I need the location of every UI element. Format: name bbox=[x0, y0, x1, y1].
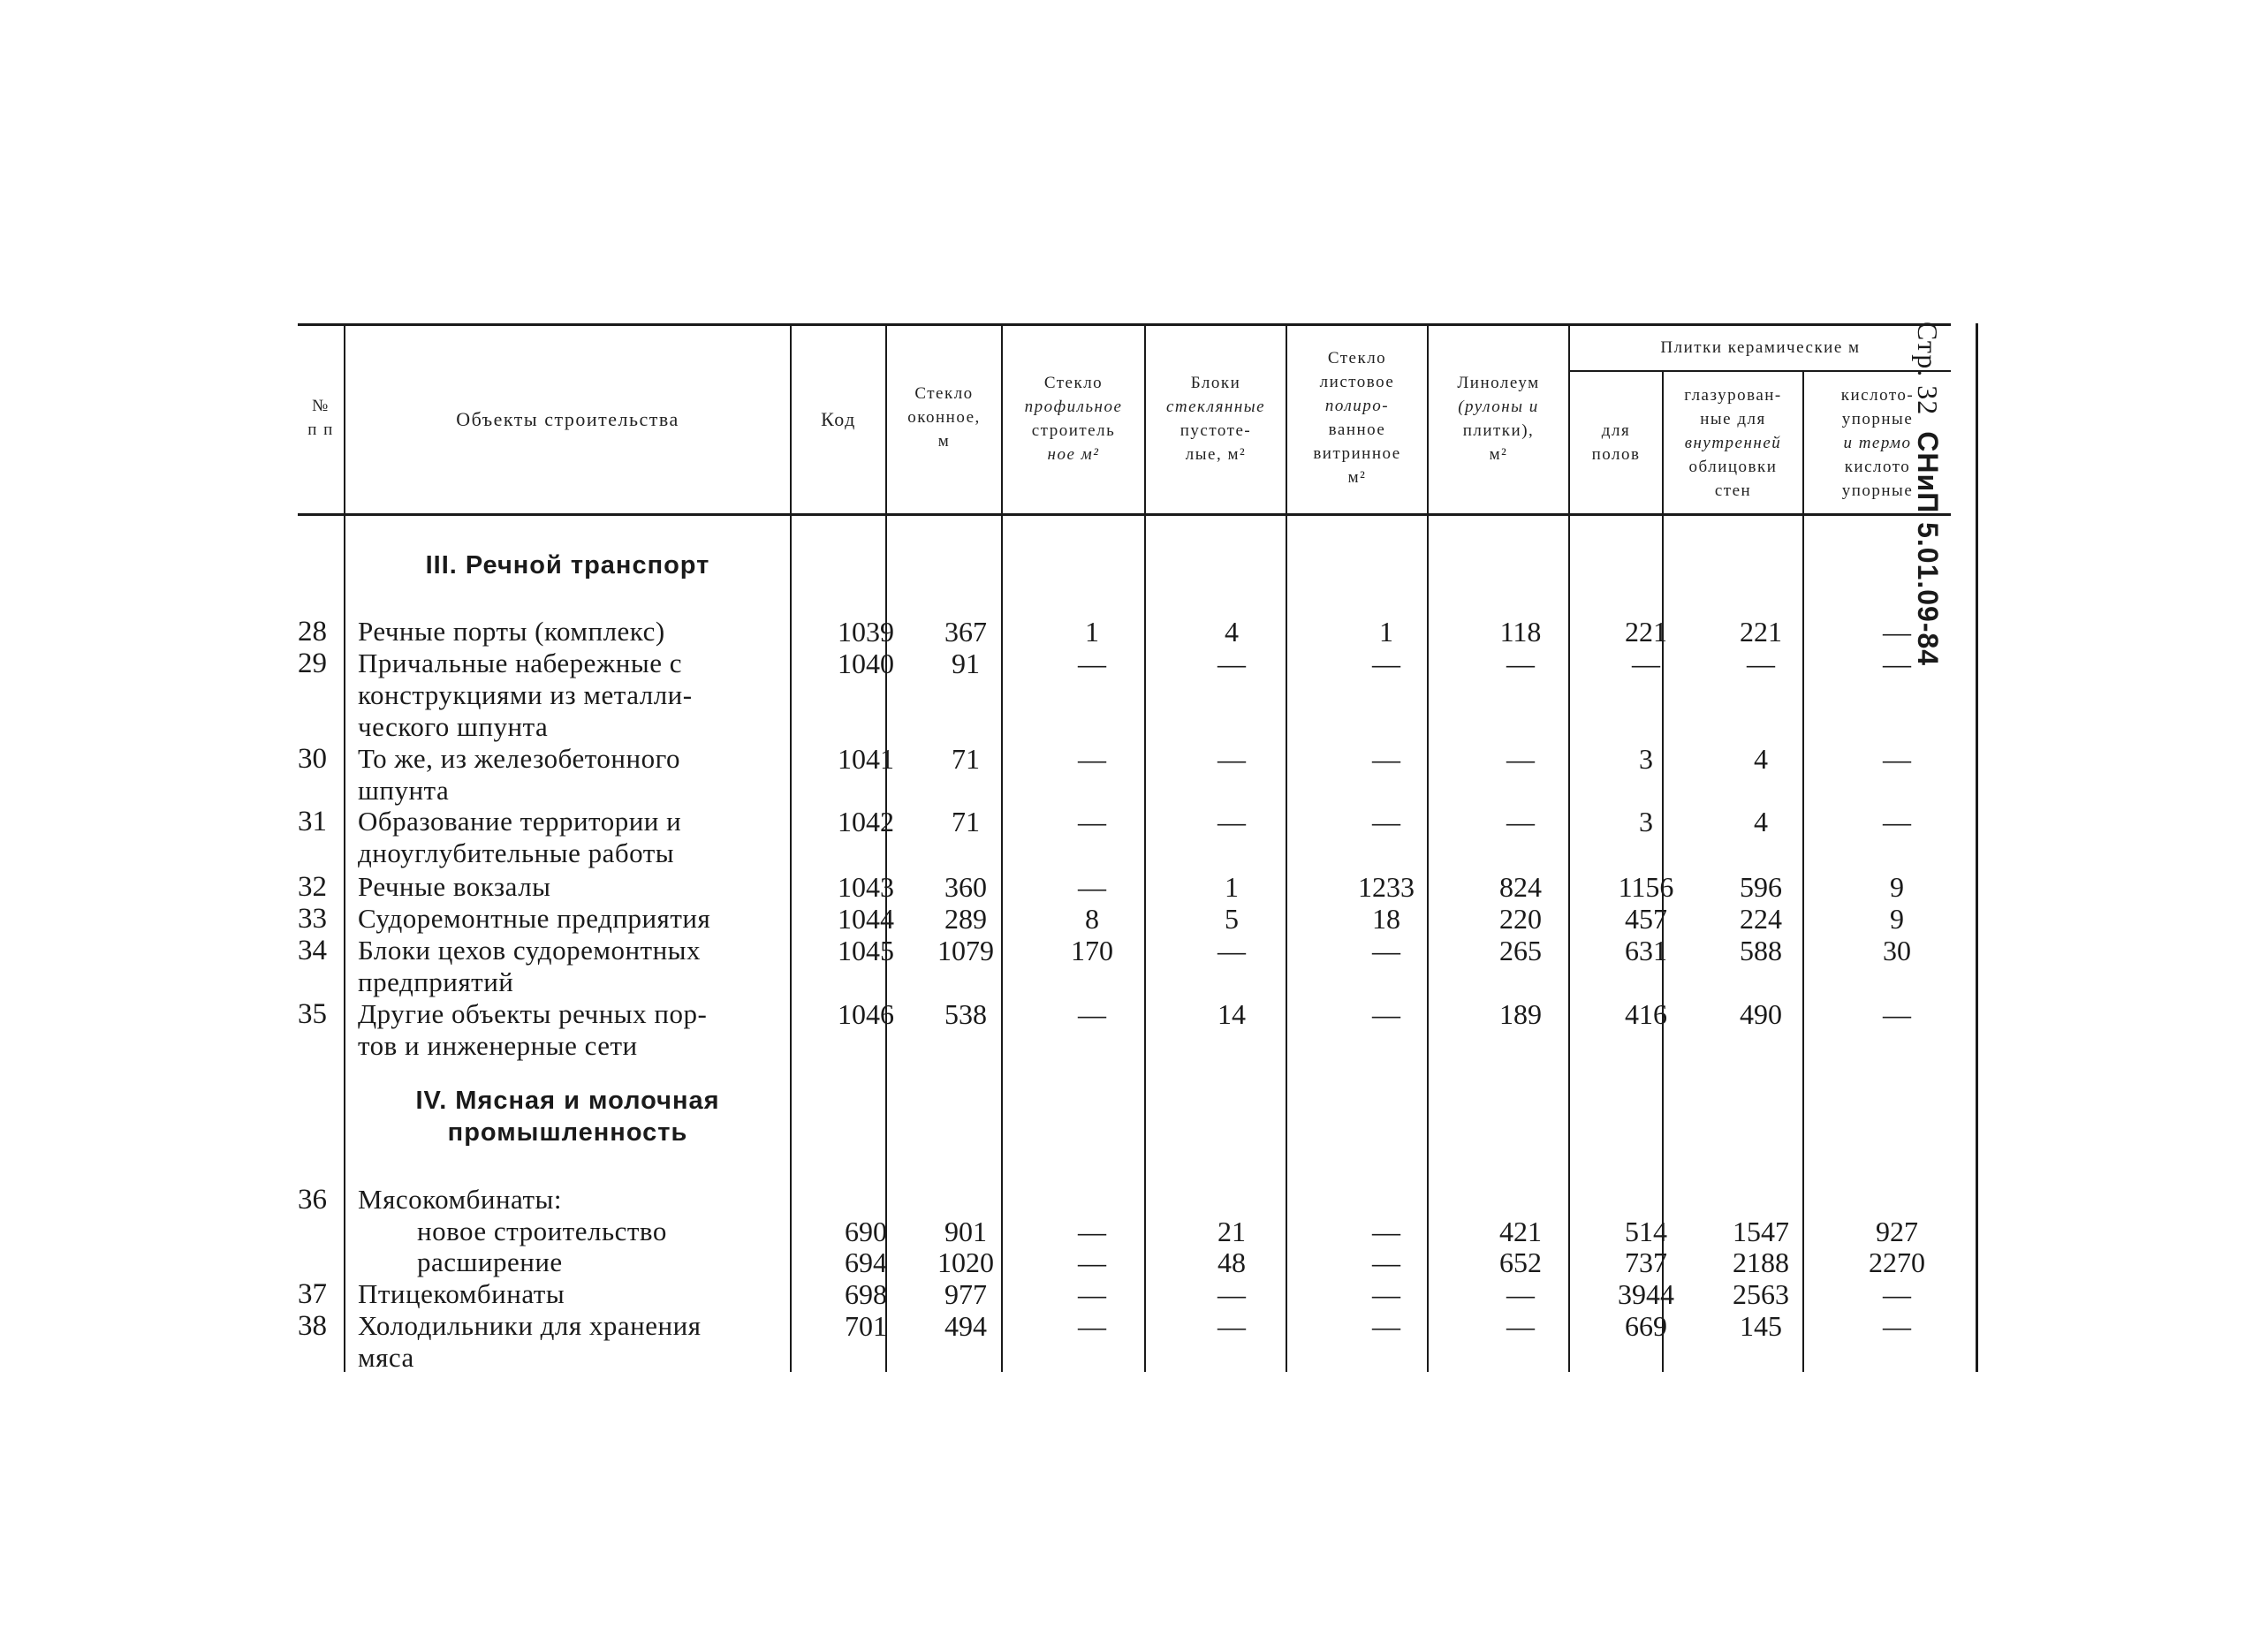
sheet-cell: — bbox=[1372, 648, 1400, 679]
linoleum-cell: — bbox=[1506, 806, 1535, 837]
row-number: 33 bbox=[298, 903, 327, 935]
header-glass-profile: Стекло профильное строитель ное м² bbox=[1024, 374, 1123, 464]
section-title-meat-dairy: IV. Мясная и молочная промышленность bbox=[415, 1087, 720, 1147]
glazed-cell: 2563 bbox=[1733, 1278, 1789, 1310]
row-number: 30 bbox=[298, 743, 327, 775]
header-glass-blocks: Блоки стеклянные пустоте- лые, м² bbox=[1165, 374, 1266, 464]
object-name bbox=[417, 1216, 839, 1247]
glazed-cell: — bbox=[1747, 648, 1775, 679]
linoleum-cell: 265 bbox=[1499, 935, 1542, 966]
window-cell: 71 bbox=[952, 743, 980, 775]
floor-cell: 514 bbox=[1625, 1216, 1667, 1247]
profile-cell: — bbox=[1078, 1246, 1106, 1278]
section-title-river-transport: III. Речной транспорт bbox=[425, 551, 710, 580]
glazed-cell: 145 bbox=[1740, 1310, 1782, 1342]
acid-cell: 927 bbox=[1876, 1216, 1918, 1247]
linoleum-cell: 220 bbox=[1499, 903, 1542, 935]
col-divider-linoleum bbox=[1568, 323, 1570, 1372]
glazed-cell: 2188 bbox=[1733, 1246, 1789, 1278]
glazed-cell: 4 bbox=[1754, 743, 1768, 775]
object-name bbox=[358, 935, 701, 998]
window-cell: 91 bbox=[952, 648, 980, 679]
row-number: 37 bbox=[298, 1278, 327, 1310]
col-divider-object bbox=[790, 323, 792, 1372]
table-top-rule bbox=[298, 323, 1951, 326]
floor-cell: 457 bbox=[1625, 903, 1667, 935]
acid-cell: 30 bbox=[1883, 935, 1911, 966]
header-bottom-rule bbox=[298, 513, 1951, 516]
object-name-line: предприятий bbox=[358, 966, 514, 997]
blocks-cell: — bbox=[1217, 743, 1246, 775]
code-cell: 1046 bbox=[838, 998, 894, 1030]
sheet-cell: — bbox=[1372, 998, 1400, 1030]
blocks-cell: 4 bbox=[1225, 616, 1239, 648]
object-name bbox=[358, 1278, 780, 1310]
code-cell: 698 bbox=[845, 1278, 887, 1310]
object-name-line: тов и инженерные сети bbox=[358, 1030, 638, 1061]
floor-cell: 737 bbox=[1625, 1246, 1667, 1278]
acid-cell: 2270 bbox=[1869, 1246, 1925, 1278]
object-name bbox=[358, 1310, 701, 1374]
header-linoleum: Линолеум (рулоны и плитки), м² bbox=[1457, 374, 1540, 464]
object-name-line: Образование территории и bbox=[358, 806, 682, 837]
header-glass-window: Стекло оконное, м bbox=[907, 384, 981, 451]
object-name-line: ческого шпунта bbox=[358, 711, 549, 742]
object-name-line: То же, из железобетонного bbox=[358, 743, 681, 774]
window-cell: 367 bbox=[944, 616, 987, 648]
floor-cell: 3 bbox=[1639, 806, 1653, 837]
object-name bbox=[358, 903, 780, 935]
floor-cell: 631 bbox=[1625, 935, 1667, 966]
row-number: 32 bbox=[298, 871, 327, 903]
linoleum-cell: — bbox=[1506, 1310, 1535, 1342]
object-name-line: конструкциями из металли- bbox=[358, 679, 693, 710]
col-divider-no bbox=[344, 323, 345, 1372]
object-name-line: Причальные набережные с bbox=[358, 648, 682, 678]
header-tiles-glazed: глазурован- ные для внутренней облицовки стен bbox=[1684, 386, 1782, 500]
code-cell: 694 bbox=[845, 1246, 887, 1278]
window-cell: 71 bbox=[952, 806, 980, 837]
object-name-line: Мясокомбинаты: bbox=[358, 1184, 562, 1215]
acid-cell: — bbox=[1883, 806, 1911, 837]
linoleum-cell: — bbox=[1506, 743, 1535, 775]
object-name-line: Холодильники для хранения bbox=[358, 1310, 702, 1341]
linoleum-cell: — bbox=[1506, 648, 1535, 679]
floor-cell: 1156 bbox=[1618, 871, 1674, 903]
header-tiles-floor: для полов bbox=[1591, 421, 1641, 464]
linoleum-cell: 652 bbox=[1499, 1246, 1542, 1278]
sheet-cell: — bbox=[1372, 1216, 1400, 1247]
blocks-cell: 5 bbox=[1225, 903, 1239, 935]
object-name-line: дноуглубительные работы bbox=[358, 837, 675, 868]
row-number: 35 bbox=[298, 998, 327, 1030]
blocks-cell: — bbox=[1217, 1310, 1246, 1342]
sheet-cell: — bbox=[1372, 935, 1400, 966]
object-name-line: новое строительство bbox=[417, 1216, 667, 1246]
sheet-cell: — bbox=[1372, 743, 1400, 775]
header-no: № п п bbox=[307, 397, 334, 439]
blocks-cell: — bbox=[1217, 648, 1246, 679]
linoleum-cell: 421 bbox=[1499, 1216, 1542, 1247]
profile-cell: 170 bbox=[1071, 935, 1113, 966]
row-number: 31 bbox=[298, 806, 327, 837]
profile-cell: — bbox=[1078, 1278, 1106, 1310]
sheet-cell: — bbox=[1372, 1278, 1400, 1310]
code-cell: 1039 bbox=[838, 616, 894, 648]
profile-cell: — bbox=[1078, 1216, 1106, 1247]
code-cell: 1042 bbox=[838, 806, 894, 837]
object-name-line: расширение bbox=[417, 1246, 563, 1277]
object-name bbox=[417, 1246, 839, 1278]
object-name bbox=[358, 616, 780, 648]
object-name bbox=[358, 1184, 780, 1216]
object-name bbox=[358, 743, 680, 807]
object-name bbox=[358, 648, 693, 743]
code-cell: 690 bbox=[845, 1216, 887, 1247]
blocks-cell: 21 bbox=[1217, 1216, 1246, 1247]
blocks-cell: — bbox=[1217, 1278, 1246, 1310]
window-cell: 901 bbox=[944, 1216, 987, 1247]
header-tiles-group: Плитки керамические м bbox=[1660, 338, 1861, 357]
glazed-cell: 596 bbox=[1740, 871, 1782, 903]
object-name-line: Другие объекты речных пор- bbox=[358, 998, 708, 1029]
header-object: Объекты строительства bbox=[456, 408, 679, 430]
floor-cell: 3944 bbox=[1618, 1278, 1674, 1310]
profile-cell: — bbox=[1078, 1310, 1106, 1342]
blocks-cell: — bbox=[1217, 935, 1246, 966]
tiles-group-rule bbox=[1569, 370, 1951, 372]
object-name-line: шпунта bbox=[358, 775, 450, 806]
col-divider-window bbox=[1001, 323, 1003, 1372]
acid-cell: — bbox=[1883, 998, 1911, 1030]
acid-cell: — bbox=[1883, 1278, 1911, 1310]
row-number: 28 bbox=[298, 616, 327, 648]
right-edge-rule bbox=[1976, 323, 1978, 1372]
sheet-cell: 1 bbox=[1379, 616, 1393, 648]
code-cell: 1041 bbox=[838, 743, 894, 775]
row-number: 34 bbox=[298, 935, 327, 966]
col-divider-code bbox=[885, 323, 887, 1372]
sheet-cell: 1233 bbox=[1358, 871, 1415, 903]
acid-cell: — bbox=[1883, 743, 1911, 775]
linoleum-cell: 118 bbox=[1499, 616, 1542, 648]
profile-cell: — bbox=[1078, 871, 1106, 903]
profile-cell: — bbox=[1078, 998, 1106, 1030]
header-code: Код bbox=[821, 408, 856, 430]
code-cell: 701 bbox=[845, 1310, 887, 1342]
object-name bbox=[358, 806, 681, 869]
blocks-cell: — bbox=[1217, 806, 1246, 837]
window-cell: 289 bbox=[944, 903, 987, 935]
glazed-cell: 490 bbox=[1740, 998, 1782, 1030]
acid-cell: — bbox=[1883, 648, 1911, 679]
profile-cell: 1 bbox=[1085, 616, 1099, 648]
sheet-cell: 18 bbox=[1372, 903, 1400, 935]
object-name-line: Судоремонтные предприятия bbox=[358, 903, 711, 934]
window-cell: 1020 bbox=[937, 1246, 994, 1278]
object-name-line: Птицекомбинаты bbox=[358, 1278, 565, 1309]
glazed-cell: 1547 bbox=[1733, 1216, 1789, 1247]
object-name-line: Речные вокзалы bbox=[358, 871, 551, 902]
profile-cell: — bbox=[1078, 743, 1106, 775]
floor-cell: 669 bbox=[1625, 1310, 1667, 1342]
window-cell: 360 bbox=[944, 871, 987, 903]
glazed-cell: 588 bbox=[1740, 935, 1782, 966]
linoleum-cell: 824 bbox=[1499, 871, 1542, 903]
code-cell: 1040 bbox=[838, 648, 894, 679]
blocks-cell: 48 bbox=[1217, 1246, 1246, 1278]
acid-cell: — bbox=[1883, 616, 1911, 648]
code-cell: 1043 bbox=[838, 871, 894, 903]
object-name-line: Блоки цехов судоремонтных bbox=[358, 935, 702, 966]
glazed-cell: 4 bbox=[1754, 806, 1768, 837]
window-cell: 538 bbox=[944, 998, 987, 1030]
object-name-line: Речные порты (комплекс) bbox=[358, 616, 665, 647]
floor-cell: 221 bbox=[1625, 616, 1667, 648]
col-divider-sheet bbox=[1427, 323, 1429, 1372]
blocks-cell: 1 bbox=[1225, 871, 1239, 903]
code-cell: 1044 bbox=[838, 903, 894, 935]
row-number: 29 bbox=[298, 648, 327, 679]
blocks-cell: 14 bbox=[1217, 998, 1246, 1030]
window-cell: 977 bbox=[944, 1278, 987, 1310]
floor-cell: 416 bbox=[1625, 998, 1667, 1030]
object-name bbox=[358, 871, 780, 903]
sheet-cell: — bbox=[1372, 1310, 1400, 1342]
window-cell: 1079 bbox=[937, 935, 994, 966]
floor-cell: 3 bbox=[1639, 743, 1653, 775]
sheet-cell: — bbox=[1372, 1246, 1400, 1278]
window-cell: 494 bbox=[944, 1310, 987, 1342]
linoleum-cell: — bbox=[1506, 1278, 1535, 1310]
acid-cell: 9 bbox=[1890, 903, 1904, 935]
glazed-cell: 221 bbox=[1740, 616, 1782, 648]
object-name-line: мяса bbox=[358, 1342, 414, 1373]
row-number: 38 bbox=[298, 1310, 327, 1342]
glazed-cell: 224 bbox=[1740, 903, 1782, 935]
header-tiles-acid: кислото- упорные и термо кислото упорные bbox=[1840, 386, 1915, 500]
profile-cell: — bbox=[1078, 806, 1106, 837]
profile-cell: — bbox=[1078, 648, 1106, 679]
code-cell: 1045 bbox=[838, 935, 894, 966]
linoleum-cell: 189 bbox=[1499, 998, 1542, 1030]
header-glass-sheet: Стекло листовое полиро- ванное витринное м² bbox=[1313, 349, 1401, 487]
object-name bbox=[358, 998, 707, 1062]
acid-cell: 9 bbox=[1890, 871, 1904, 903]
page-label: Стр. 32 СНиП 5.01.09-84 bbox=[1912, 322, 1944, 667]
acid-cell: — bbox=[1883, 1310, 1911, 1342]
row-number: 36 bbox=[298, 1184, 327, 1216]
profile-cell: 8 bbox=[1085, 903, 1099, 935]
col-divider-profile bbox=[1144, 323, 1146, 1372]
floor-cell: — bbox=[1632, 648, 1660, 679]
sheet-cell: — bbox=[1372, 806, 1400, 837]
